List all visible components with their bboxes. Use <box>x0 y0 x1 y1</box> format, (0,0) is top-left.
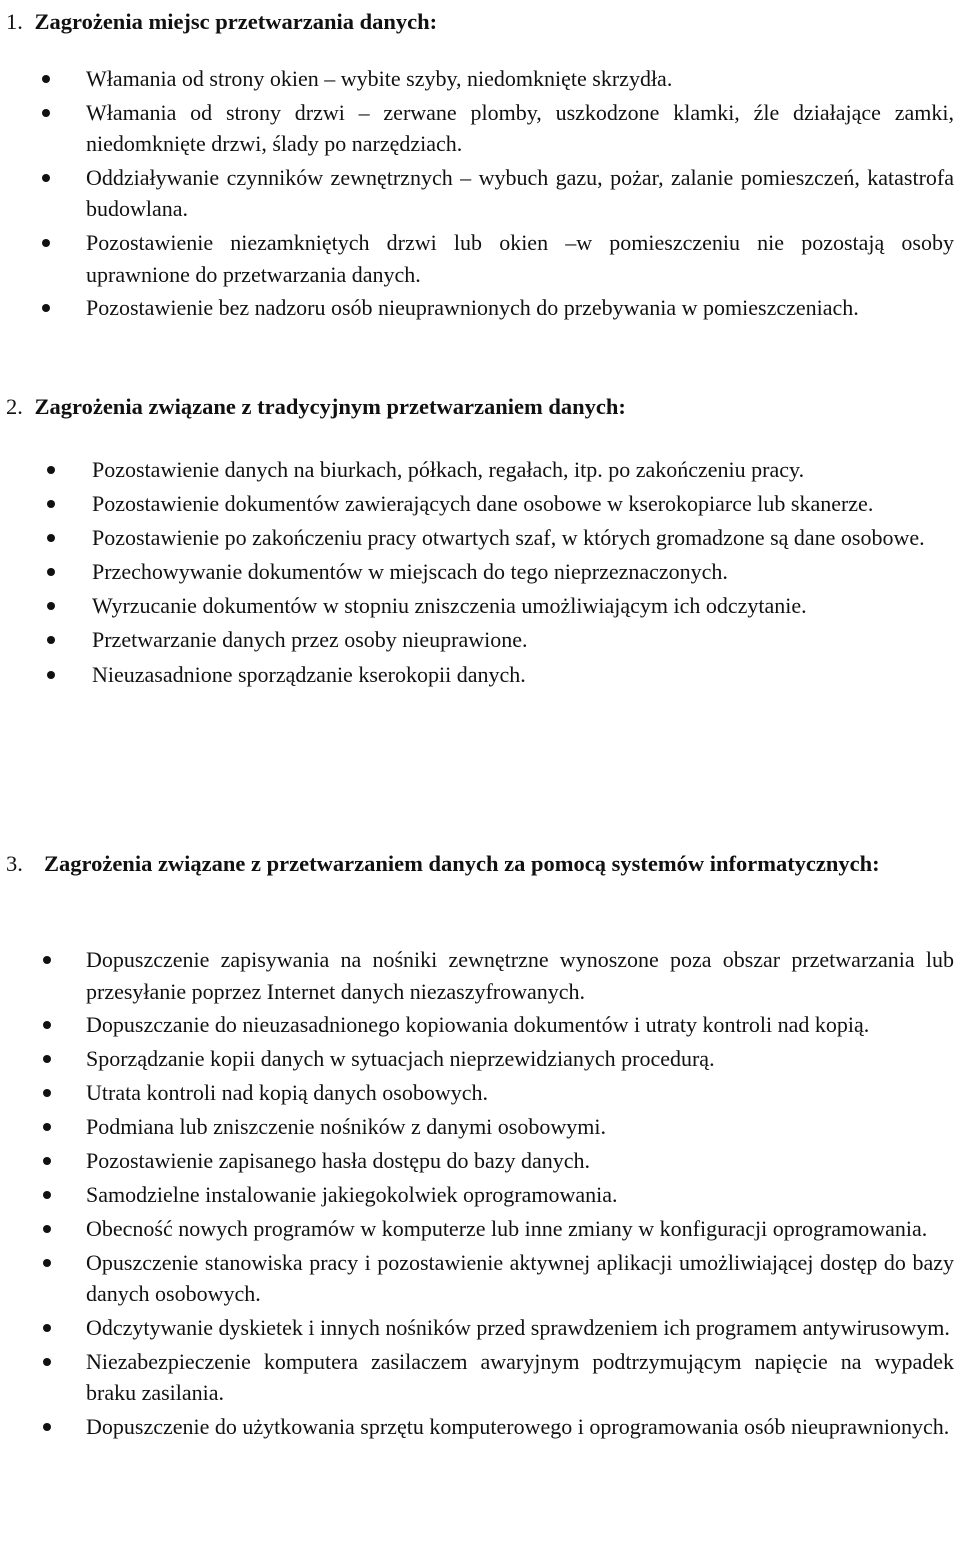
list-item <box>86 1009 954 1041</box>
list-item <box>86 1043 954 1075</box>
bullet-icon <box>42 304 50 312</box>
list-item <box>86 63 954 95</box>
bullet-icon <box>42 239 50 247</box>
list-item-text: Dopuszczenie zapisywania na nośniki zewnętrzne wynoszone poza obszar przetwarzania lub przesyłanie poprzez Internet danych niezaszyfrowanych. <box>86 947 954 1004</box>
bullet-icon <box>47 500 55 508</box>
list-item-text: Dopuszczenie do użytkowania sprzętu komputerowego i oprogramowania osób nieuprawnionych. <box>86 1414 950 1440</box>
list-item <box>92 624 954 656</box>
list-item-text: Włamania od strony drzwi – zerwane plomby, uszkodzone klamki, źle działające zamki, niedomknięte drzwi, ślady po narzędziach. <box>86 99 954 157</box>
bullet-icon <box>43 1191 51 1199</box>
list-item-text: Pozostawienie po zakończeniu pracy otwartych szaf, w których gromadzone są dane osobowe. <box>92 525 925 551</box>
bullet-icon <box>47 568 55 576</box>
section-title: Zagrożenia związane z tradycyjnym przetwarzaniem danych: <box>34 394 626 419</box>
bullet-icon <box>43 1225 51 1233</box>
list-item <box>86 1145 954 1177</box>
bullet-icon <box>47 671 55 679</box>
bullet-icon <box>47 602 55 610</box>
bullet-icon <box>47 636 55 644</box>
section-1-list <box>86 63 954 326</box>
list-item <box>86 162 954 225</box>
list-item <box>92 659 954 691</box>
section-1-heading <box>6 6 954 38</box>
list-item-text: Utrata kontroli nad kopią danych osobowych. <box>86 1080 489 1106</box>
bullet-icon <box>43 1259 51 1267</box>
list-item <box>86 1213 954 1245</box>
bullet-icon <box>47 534 55 542</box>
bullet-icon <box>43 1324 51 1332</box>
bullet-icon <box>43 956 51 964</box>
list-item-text: Włamania od strony okien – wybite szyby, niedomknięte skrzydła. <box>86 66 673 91</box>
list-item <box>92 556 954 588</box>
list-item-text: Pozostawienie niezamkniętych drzwi lub okien –w pomieszczeniu nie pozostają osoby uprawnione do przetwarzania danych. <box>86 230 954 287</box>
section-title: Zagrożenia miejsc przetwarzania danych: <box>34 9 438 34</box>
list-item <box>86 1411 954 1443</box>
list-item <box>86 1179 954 1211</box>
list-item-text: Podmiana lub zniszczenie nośników z danymi osobowymi. <box>86 1114 606 1140</box>
list-item-text: Obecność nowych programów w komputerze lub inne zmiany w konfiguracji oprogramowania. <box>86 1215 928 1241</box>
list-item-text: Pozostawienie bez nadzoru osób nieuprawnionych do przebywania w pomieszczeniach. <box>86 295 859 321</box>
section-title: Zagrożenia związane z przetwarzaniem danych za pomocą systemów informatycznych: <box>44 851 880 876</box>
list-item-text: Niezabezpieczenie komputera zasilaczem awaryjnym podtrzymującym napięcie na wypadek braku zasilania. <box>86 1348 954 1406</box>
bullet-icon <box>42 174 50 182</box>
list-item-text: Przechowywanie dokumentów w miejscach do tego nieprzeznaczonych. <box>92 559 728 585</box>
list-item <box>86 1346 954 1409</box>
bullet-icon <box>43 1423 51 1431</box>
section-number: 2. <box>6 394 23 419</box>
section-2-heading <box>6 391 954 423</box>
list-item-text: Pozostawienie dokumentów zawierających dane osobowe w kserokopiarce lub skanerze. <box>92 491 874 517</box>
list-item <box>86 1111 954 1143</box>
bullet-icon <box>43 1021 51 1029</box>
section-number: 3. <box>6 851 23 876</box>
bullet-icon <box>43 1123 51 1131</box>
list-item-text: Opuszczenie stanowiska pracy i pozostawienie aktywnej aplikacji umożliwiającej dostęp do bazy danych osobowych. <box>86 1249 954 1307</box>
list-item-text: Dopuszczanie do nieuzasadnionego kopiowania dokumentów i utraty kontroli nad kopią. <box>86 1012 870 1038</box>
list-item-text: Wyrzucanie dokumentów w stopniu zniszczenia umożliwiającym ich odczytanie. <box>92 593 807 619</box>
list-item <box>86 292 954 324</box>
bullet-icon <box>42 109 50 117</box>
list-item-text: Odczytywanie dyskietek i innych nośników przed sprawdzeniem ich programem antywirusowym. <box>86 1315 950 1341</box>
bullet-icon <box>47 466 55 474</box>
list-item <box>92 454 954 486</box>
list-item <box>92 522 954 554</box>
section-number: 1. <box>6 9 23 34</box>
list-item <box>86 227 954 290</box>
bullet-icon <box>43 1358 51 1366</box>
list-item-text: Oddziaływanie czynników zewnętrznych – wybuch gazu, pożar, zalanie pomieszczeń, katastrofa budowlana. <box>86 164 954 222</box>
bullet-icon <box>42 75 50 83</box>
bullet-icon <box>43 1157 51 1165</box>
list-item <box>86 944 954 1007</box>
bullet-icon <box>43 1089 51 1097</box>
list-item-text: Samodzielne instalowanie jakiegokolwiek oprogramowania. <box>86 1181 618 1207</box>
list-item <box>86 1247 954 1310</box>
section-3-heading <box>6 848 954 880</box>
list-item-text: Nieuzasadnione sporządzanie kserokopii danych. <box>92 661 526 687</box>
section-2-list <box>92 454 954 693</box>
list-item <box>86 1077 954 1109</box>
list-item <box>86 97 954 160</box>
list-item-text: Pozostawienie zapisanego hasła dostępu do bazy danych. <box>86 1147 591 1173</box>
bullet-icon <box>43 1055 51 1063</box>
list-item <box>92 590 954 622</box>
list-item <box>86 1312 954 1344</box>
list-item-text: Przetwarzanie danych przez osoby nieuprawione. <box>92 627 528 653</box>
list-item-text: Pozostawienie danych na biurkach, półkach, regałach, itp. po zakończeniu pracy. <box>92 457 805 482</box>
list-item <box>92 488 954 520</box>
list-item-text: Sporządzanie kopii danych w sytuacjach nieprzewidzianych procedurą. <box>86 1046 715 1072</box>
section-3-list <box>86 944 954 1445</box>
